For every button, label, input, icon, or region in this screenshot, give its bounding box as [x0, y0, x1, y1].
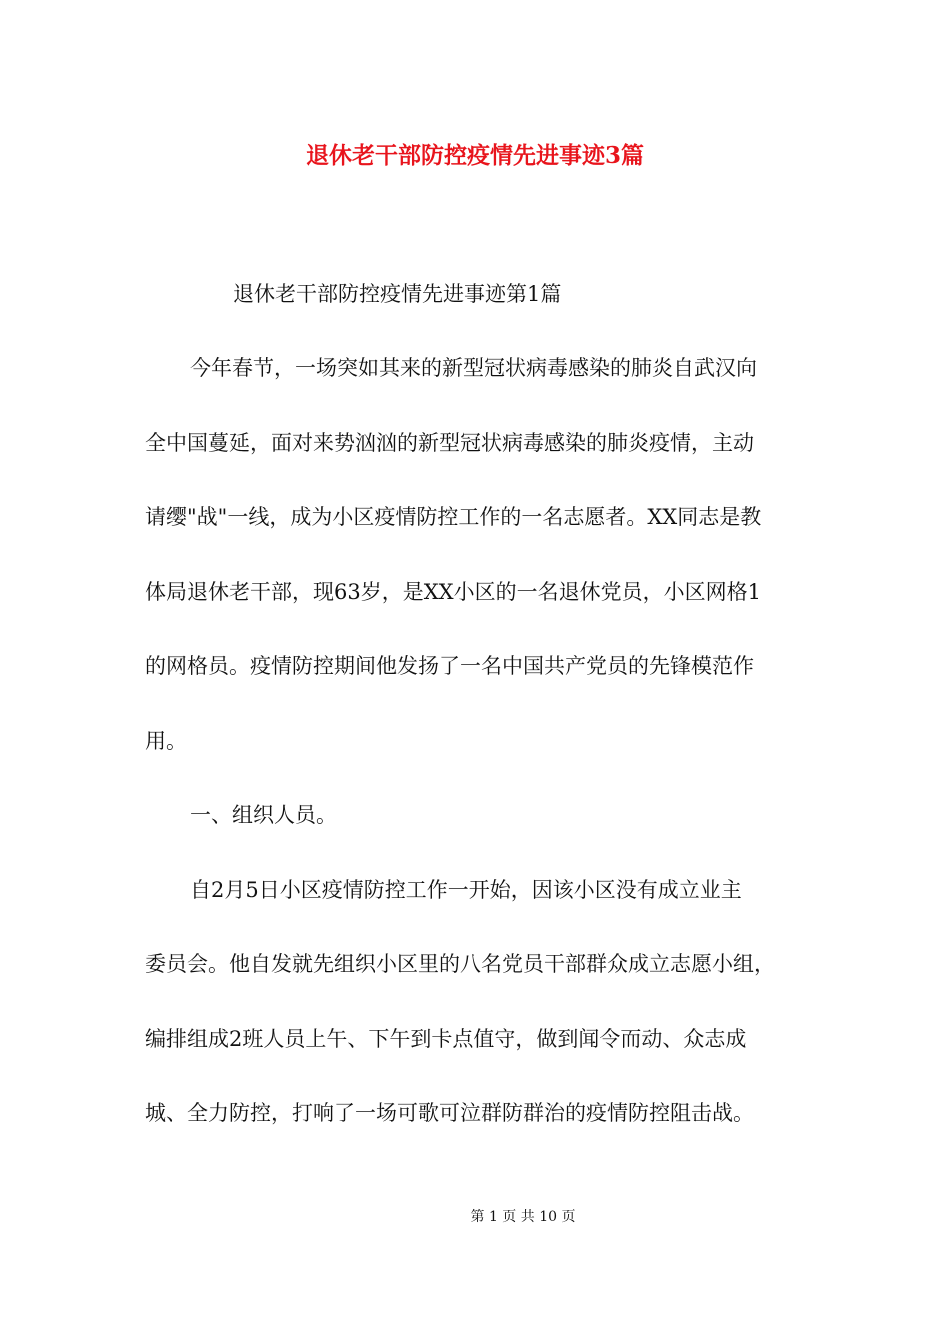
- page-number-footer: 第 1 页 共 10 页: [470, 1209, 576, 1225]
- paragraph-line: 编排组成2班人员上午、下午到卡点值守，做到闻令而动、众志成: [145, 1027, 747, 1051]
- paragraph-line: 全中国蔓延，面对来势汹汹的新型冠状病毒感染的肺炎疫情，主动: [145, 431, 754, 455]
- paragraph-line: 用。: [145, 729, 187, 753]
- paragraph-line: 的网格员。疫情防控期间他发扬了一名中国共产党员的先锋模范作: [145, 654, 754, 678]
- paragraph-line: 请缨"战"一线，成为小区疫情防控工作的一名志愿者。XX同志是教: [145, 505, 762, 529]
- paragraph-line: 今年春节，一场突如其来的新型冠状病毒感染的肺炎自武汉向: [190, 356, 757, 380]
- document-title: 退休老干部防控疫情先进事迹3篇: [305, 142, 644, 169]
- paragraph-line: 委员会。他自发就先组织小区里的八名党员干部群众成立志愿小组，: [145, 952, 775, 976]
- paragraph-line: 城、全力防控，打响了一场可歌可泣群防群治的疫情防控阻击战。: [145, 1101, 754, 1125]
- subheading: 一、组织人员。: [190, 803, 337, 827]
- paragraph-line: 体局退休老干部，现63岁，是XX小区的一名退休党员，小区网格1: [145, 580, 761, 604]
- section-heading: 退休老干部防控疫情先进事迹第1篇: [233, 282, 562, 306]
- paragraph-line: 自2月5日小区疫情防控工作一开始，因该小区没有成立业主: [190, 878, 742, 902]
